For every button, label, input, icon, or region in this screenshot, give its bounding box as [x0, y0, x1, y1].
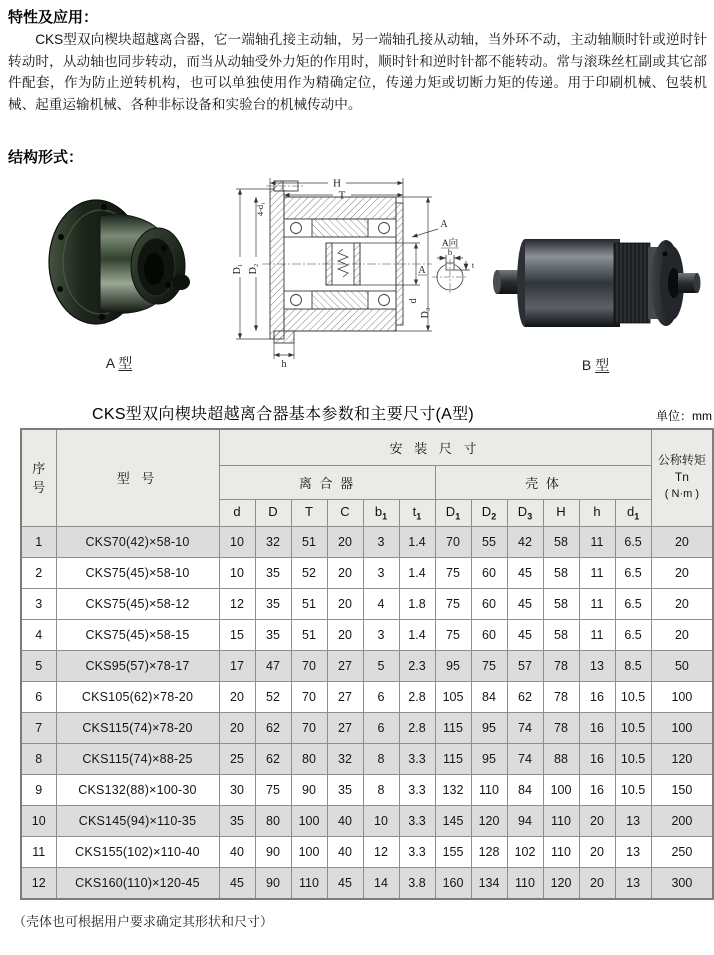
header-clutch-group: 离 合 器 — [219, 465, 435, 499]
table-row — [21, 619, 713, 650]
dim-label-d: d — [408, 298, 419, 304]
header-dim-t1: $t_1$ — [399, 499, 435, 526]
cell-index: 7 — [21, 712, 56, 743]
cell-T: 70 — [291, 712, 327, 743]
cell-model: CKS75(45)×58-10 — [56, 557, 219, 588]
cell-d: 10 — [219, 557, 255, 588]
header-dim-T: T — [291, 499, 327, 526]
header-dim-D: D — [255, 499, 291, 526]
cell-h: 11 — [579, 526, 615, 557]
cell-b1: 3 — [363, 557, 399, 588]
cell-b1: 14 — [363, 867, 399, 899]
header-shell-group: 壳 体 — [435, 465, 651, 499]
dim-label-D3: D₃ — [420, 307, 431, 319]
cell-D1: 160 — [435, 867, 471, 899]
cell-D2: 95 — [471, 743, 507, 774]
cell-index: 2 — [21, 557, 56, 588]
table-row — [21, 867, 713, 899]
cell-C: 35 — [327, 774, 363, 805]
cell-d: 15 — [219, 619, 255, 650]
cell-b1: 8 — [363, 743, 399, 774]
cell-C: 27 — [327, 712, 363, 743]
header-dim-C: C — [327, 499, 363, 526]
header-dim-D3: $D_3$ — [507, 499, 543, 526]
table-row — [21, 774, 713, 805]
cell-d1: 6.5 — [615, 588, 651, 619]
cell-h: 20 — [579, 805, 615, 836]
cell-T: 80 — [291, 743, 327, 774]
cell-model: CKS115(74)×78-20 — [56, 712, 219, 743]
cell-model: CKS75(45)×58-15 — [56, 619, 219, 650]
cell-D3: 45 — [507, 619, 543, 650]
cell-d1: 10.5 — [615, 743, 651, 774]
cell-torque: 250 — [651, 836, 713, 867]
cell-D: 90 — [255, 867, 291, 899]
cell-t1: 3.3 — [399, 743, 435, 774]
table-row — [21, 712, 713, 743]
cell-d: 10 — [219, 526, 255, 557]
cell-t1: 3.8 — [399, 867, 435, 899]
cell-d1: 13 — [615, 867, 651, 899]
cell-D2: 55 — [471, 526, 507, 557]
table-row — [21, 836, 713, 867]
header-torque — [651, 429, 713, 526]
cell-D1: 145 — [435, 805, 471, 836]
cell-D: 47 — [255, 650, 291, 681]
cell-D1: 70 — [435, 526, 471, 557]
cell-b1: 8 — [363, 774, 399, 805]
cell-torque: 20 — [651, 588, 713, 619]
cell-C: 45 — [327, 867, 363, 899]
cell-D3: 74 — [507, 743, 543, 774]
clutch-photo-b-image — [488, 218, 703, 348]
cell-D2: 95 — [471, 712, 507, 743]
cell-T: 52 — [291, 557, 327, 588]
cell-C: 27 — [327, 681, 363, 712]
figure-b-caption: B 型 — [581, 357, 610, 373]
cell-H: 110 — [543, 805, 579, 836]
header-dim-D1: $D_1$ — [435, 499, 471, 526]
cell-model: CKS155(102)×110-40 — [56, 836, 219, 867]
cell-D: 35 — [255, 588, 291, 619]
header-model: 型 号 — [56, 429, 219, 526]
dim-label-H: H — [333, 177, 341, 190]
clutch-photo-b — [488, 218, 703, 348]
view-arrow-label: A — [440, 219, 448, 230]
cell-D: 75 — [255, 774, 291, 805]
cell-D1: 75 — [435, 588, 471, 619]
cell-D2: 120 — [471, 805, 507, 836]
cell-d1: 10.5 — [615, 774, 651, 805]
cell-d: 25 — [219, 743, 255, 774]
cell-model: CKS75(45)×58-12 — [56, 588, 219, 619]
cell-h: 16 — [579, 712, 615, 743]
table-title-row — [20, 399, 712, 426]
cell-D3: 110 — [507, 867, 543, 899]
cell-H: 58 — [543, 619, 579, 650]
table-row — [21, 805, 713, 836]
cell-d1: 10.5 — [615, 681, 651, 712]
cell-b1: 12 — [363, 836, 399, 867]
cell-torque: 150 — [651, 774, 713, 805]
cell-t1: 2.3 — [399, 650, 435, 681]
cell-t1: 3.3 — [399, 836, 435, 867]
cell-C: 40 — [327, 805, 363, 836]
table-row — [21, 681, 713, 712]
cell-D3: 74 — [507, 712, 543, 743]
torque-line-2: Tn — [674, 470, 689, 485]
dim-label-4-d1: 4-d₁ — [255, 201, 265, 217]
cell-D3: 102 — [507, 836, 543, 867]
cell-index: 6 — [21, 681, 56, 712]
cell-C: 32 — [327, 743, 363, 774]
cell-D3: 42 — [507, 526, 543, 557]
figure-a-caption: A 型 — [105, 355, 133, 371]
cell-D1: 75 — [435, 557, 471, 588]
cell-t1: 3.3 — [399, 774, 435, 805]
cell-torque: 100 — [651, 681, 713, 712]
header-dim-d1: $d_1$ — [615, 499, 651, 526]
cell-t1: 1.4 — [399, 619, 435, 650]
cell-h: 16 — [579, 681, 615, 712]
cell-h: 16 — [579, 743, 615, 774]
cell-D2: 75 — [471, 650, 507, 681]
cell-D3: 94 — [507, 805, 543, 836]
cell-h: 20 — [579, 867, 615, 899]
cell-H: 78 — [543, 650, 579, 681]
table-row — [21, 526, 713, 557]
cell-h: 11 — [579, 588, 615, 619]
cell-h: 11 — [579, 619, 615, 650]
table-row — [21, 743, 713, 774]
cell-D1: 115 — [435, 712, 471, 743]
cell-d: 40 — [219, 836, 255, 867]
cell-D2: 60 — [471, 557, 507, 588]
cell-T: 100 — [291, 836, 327, 867]
cell-T: 110 — [291, 867, 327, 899]
cell-model: CKS115(74)×88-25 — [56, 743, 219, 774]
cell-C: 27 — [327, 650, 363, 681]
detail-view-title: A向 — [441, 239, 459, 249]
cell-T: 70 — [291, 681, 327, 712]
cell-t1: 2.8 — [399, 681, 435, 712]
cell-C: 40 — [327, 836, 363, 867]
cell-d1: 6.5 — [615, 619, 651, 650]
cell-H: 120 — [543, 867, 579, 899]
cell-D3: 45 — [507, 588, 543, 619]
cell-D1: 132 — [435, 774, 471, 805]
cell-D: 80 — [255, 805, 291, 836]
dim-label-b: b — [447, 247, 453, 257]
cell-T: 51 — [291, 526, 327, 557]
cell-d: 30 — [219, 774, 255, 805]
clutch-photo-a — [44, 190, 194, 342]
cell-index: 10 — [21, 805, 56, 836]
cell-D3: 84 — [507, 774, 543, 805]
cell-D2: 134 — [471, 867, 507, 899]
cell-d: 20 — [219, 712, 255, 743]
cell-H: 88 — [543, 743, 579, 774]
cell-d1: 13 — [615, 836, 651, 867]
cell-C: 20 — [327, 619, 363, 650]
cell-D3: 45 — [507, 557, 543, 588]
cell-b1: 6 — [363, 712, 399, 743]
cell-D3: 62 — [507, 681, 543, 712]
cell-d: 20 — [219, 681, 255, 712]
torque-line-3: ( N·m ) — [664, 488, 700, 501]
cell-model: CKS132(88)×100-30 — [56, 774, 219, 805]
spec-table-title: CKS型双向楔块超越离合器基本参数和主要尺寸(A型) — [92, 406, 475, 423]
cell-torque: 120 — [651, 743, 713, 774]
cell-D1: 75 — [435, 619, 471, 650]
cell-b1: 4 — [363, 588, 399, 619]
cell-torque: 100 — [651, 712, 713, 743]
cell-D: 32 — [255, 526, 291, 557]
cell-t1: 3.3 — [399, 805, 435, 836]
cell-model: CKS160(110)×120-45 — [56, 867, 219, 899]
spec-table — [20, 428, 714, 900]
cell-d1: 6.5 — [615, 557, 651, 588]
cell-H: 58 — [543, 557, 579, 588]
dim-label-t: t — [471, 261, 475, 270]
cell-t1: 1.4 — [399, 557, 435, 588]
cell-D: 35 — [255, 557, 291, 588]
cell-model: CKS95(57)×78-17 — [56, 650, 219, 681]
cell-t1: 1.4 — [399, 526, 435, 557]
cell-d1: 10.5 — [615, 712, 651, 743]
cell-h: 20 — [579, 836, 615, 867]
header-dim-H: H — [543, 499, 579, 526]
footnote: （壳体也可根据用户要求确定其形状和尺寸） — [13, 914, 274, 929]
torque-line-1: 公称转矩 — [657, 453, 706, 468]
header-index: 序号 — [21, 429, 56, 526]
table-row — [21, 588, 713, 619]
cell-torque: 20 — [651, 526, 713, 557]
cell-index: 8 — [21, 743, 56, 774]
cell-D1: 95 — [435, 650, 471, 681]
cell-D1: 105 — [435, 681, 471, 712]
dim-label-D2: D₂ — [248, 263, 259, 275]
cell-H: 78 — [543, 712, 579, 743]
cell-d1: 13 — [615, 805, 651, 836]
cell-index: 4 — [21, 619, 56, 650]
cell-D1: 155 — [435, 836, 471, 867]
structure-section-title: 结构形式： — [8, 149, 84, 166]
cross-section-drawing — [226, 173, 492, 369]
cell-D: 62 — [255, 743, 291, 774]
cell-index: 3 — [21, 588, 56, 619]
cell-T: 100 — [291, 805, 327, 836]
cell-torque: 20 — [651, 557, 713, 588]
cell-model: CKS145(94)×110-35 — [56, 805, 219, 836]
clutch-photo-a-image — [44, 190, 194, 342]
cell-D3: 57 — [507, 650, 543, 681]
header-dim-h: h — [579, 499, 615, 526]
cell-D2: 128 — [471, 836, 507, 867]
cell-D2: 60 — [471, 588, 507, 619]
cell-T: 51 — [291, 619, 327, 650]
cell-d1: 6.5 — [615, 526, 651, 557]
cell-C: 20 — [327, 588, 363, 619]
cell-d1: 8.5 — [615, 650, 651, 681]
cell-D2: 60 — [471, 619, 507, 650]
cell-torque: 200 — [651, 805, 713, 836]
cell-C: 20 — [327, 557, 363, 588]
cell-H: 78 — [543, 681, 579, 712]
cell-b1: 5 — [363, 650, 399, 681]
spec-table-body — [21, 526, 713, 899]
cell-d: 35 — [219, 805, 255, 836]
cell-H: 58 — [543, 588, 579, 619]
cell-h: 16 — [579, 774, 615, 805]
cell-T: 90 — [291, 774, 327, 805]
cell-index: 11 — [21, 836, 56, 867]
unit-label: 单位：mm — [656, 409, 712, 423]
dim-label-D1: D₁ — [232, 263, 243, 275]
cell-D: 90 — [255, 836, 291, 867]
table-row — [21, 557, 713, 588]
cell-C: 20 — [327, 526, 363, 557]
cell-b1: 6 — [363, 681, 399, 712]
detail-view-mark: A — [418, 265, 426, 276]
dim-label-h: h — [281, 359, 287, 369]
cell-b1: 3 — [363, 526, 399, 557]
cell-H: 110 — [543, 836, 579, 867]
structure-drawing — [226, 173, 492, 369]
cell-h: 11 — [579, 557, 615, 588]
cell-D: 62 — [255, 712, 291, 743]
cell-torque: 50 — [651, 650, 713, 681]
dim-label-T: T — [338, 189, 346, 202]
cell-T: 70 — [291, 650, 327, 681]
cell-H: 58 — [543, 526, 579, 557]
cell-index: 12 — [21, 867, 56, 899]
cell-index: 1 — [21, 526, 56, 557]
header-dim-b1: $b_1$ — [363, 499, 399, 526]
features-section-title: 特性及应用： — [8, 9, 99, 26]
header-dim-D2: $D_2$ — [471, 499, 507, 526]
cell-torque: 20 — [651, 619, 713, 650]
header-dim-d: d — [219, 499, 255, 526]
cell-T: 51 — [291, 588, 327, 619]
features-paragraph: CKS型双向楔块超越离合器，它一端轴孔接主动轴，另一端轴孔接从动轴，当外环不动，主动轴顺时针或逆时针转动时，从动轴也同步转动，而当从动轴受外力矩的作用时，顺时针和逆时针都不能转动。常与滚珠丝杠副或其它部件配套，作为防止逆转机构，也可以单独使用作为精确定位，传递力矩或切断力矩的传递。用于印刷机械、包装机械、起重运输机械、各种非标设备和实验台的机械传动中。 — [8, 32, 707, 112]
cell-D2: 110 — [471, 774, 507, 805]
cell-d: 17 — [219, 650, 255, 681]
cell-b1: 10 — [363, 805, 399, 836]
cell-model: CKS105(62)×78-20 — [56, 681, 219, 712]
cell-d: 45 — [219, 867, 255, 899]
cell-model: CKS70(42)×58-10 — [56, 526, 219, 557]
cell-t1: 2.8 — [399, 712, 435, 743]
cell-d: 12 — [219, 588, 255, 619]
cell-D: 52 — [255, 681, 291, 712]
cell-torque: 300 — [651, 867, 713, 899]
header-install-dims: 安 装 尺 寸 — [219, 429, 651, 465]
cell-D1: 115 — [435, 743, 471, 774]
cell-h: 13 — [579, 650, 615, 681]
cell-index: 5 — [21, 650, 56, 681]
cell-D2: 84 — [471, 681, 507, 712]
cell-t1: 1.8 — [399, 588, 435, 619]
cell-D: 35 — [255, 619, 291, 650]
cell-b1: 3 — [363, 619, 399, 650]
table-row — [21, 650, 713, 681]
cell-H: 100 — [543, 774, 579, 805]
cell-index: 9 — [21, 774, 56, 805]
